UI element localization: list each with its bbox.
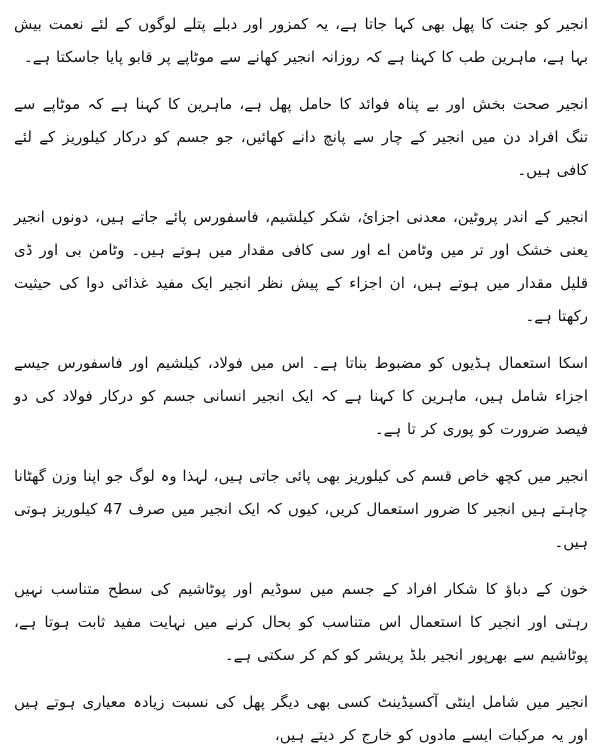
paragraph-nutrients: انجیر کے اندر پروٹین، معدنی اجزائ، شکر کیلشیم، فاسفورس پائے جاتے ہیں، دونوں انجیر یعنی خشک اور تر میں وٹامن اے اور سی کافی مقدار میں ہوتے ہیں۔ وٹامن بی اور ڈی قلیل مقدار میں ہوتے ہیں، ان اجزاء کے پیش نظر انجیر ایک مفید غذائی دوا کی حیثیت رکھتا ہے۔ xyxy=(14,208,588,325)
paragraph-bones: اسکا استعمال ہڈیوں کو مضبوط بناتا ہے۔ اس میں فولاد، کیلشیم اور فاسفورس جیسے اجزاء شامل ہیں، ماہرین کا کہنا ہے کہ ایک انجیر انسانی جسم کو درکار فولاد کی دو فیصد ضرورت کو پوری کر تا ہے۔ xyxy=(14,354,588,438)
paragraph-intro: انجیر کو جنت کا پھل بھی کہا جاتا ہے، یہ کمزور اور دبلے پتلے لوگوں کے لئے نعمت بیش بہا ہے، ماہرین طب کا کہنا ہے کہ روزانہ انجیر کھانے سے موٹاپے پر قابو پایا جاسکتا ہے۔ xyxy=(14,15,588,66)
paragraph-calories: انجیر میں کچھ خاص قسم کی کیلوریز بھی پائی جاتی ہیں، لہذا وہ لوگ جو اپنا وزن گھٹانا چاہتے ہیں انجیر کا ضرور استعمال کریں، کیوں کہ ایک انجیر میں صرف 47 کیلوریز ہوتی ہیں۔ xyxy=(14,467,588,551)
paragraph-blood-pressure: خون کے دباؤ کا شکار افراد کے جسم میں سوڈیم اور پوٹاشیم کی سطح متناسب نہیں رہتی اور انجیر کا استعمال اس متناسب کو بحال کرنے میں نہایت مفید ثابت ہوتا ہے، پوٹاشیم سے بھرپور انجیر بلڈ پریشر کو کم کر سکتی ہے۔ xyxy=(14,580,588,664)
paragraph-benefits: انجیر صحت بخش اور بے پناہ فوائد کا حامل پھل ہے، ماہرین کا کہنا ہے کہ موٹاپے سے تنگ افراد دن میں انجیر کے چار سے پانچ دانے کھائیں، جو جسم کو درکار کیلوریز کے لئے کافی ہیں۔ xyxy=(14,95,588,179)
paragraph-antioxidants: انجیر میں شامل اینٹی آکسیڈینٹ کسی بھی دیگر پھل کی نسبت زیادہ معیاری ہوتے ہیں اور یہ مرکبات ایسے مادوں کو خارج کر دیتے ہیں، xyxy=(14,693,588,744)
